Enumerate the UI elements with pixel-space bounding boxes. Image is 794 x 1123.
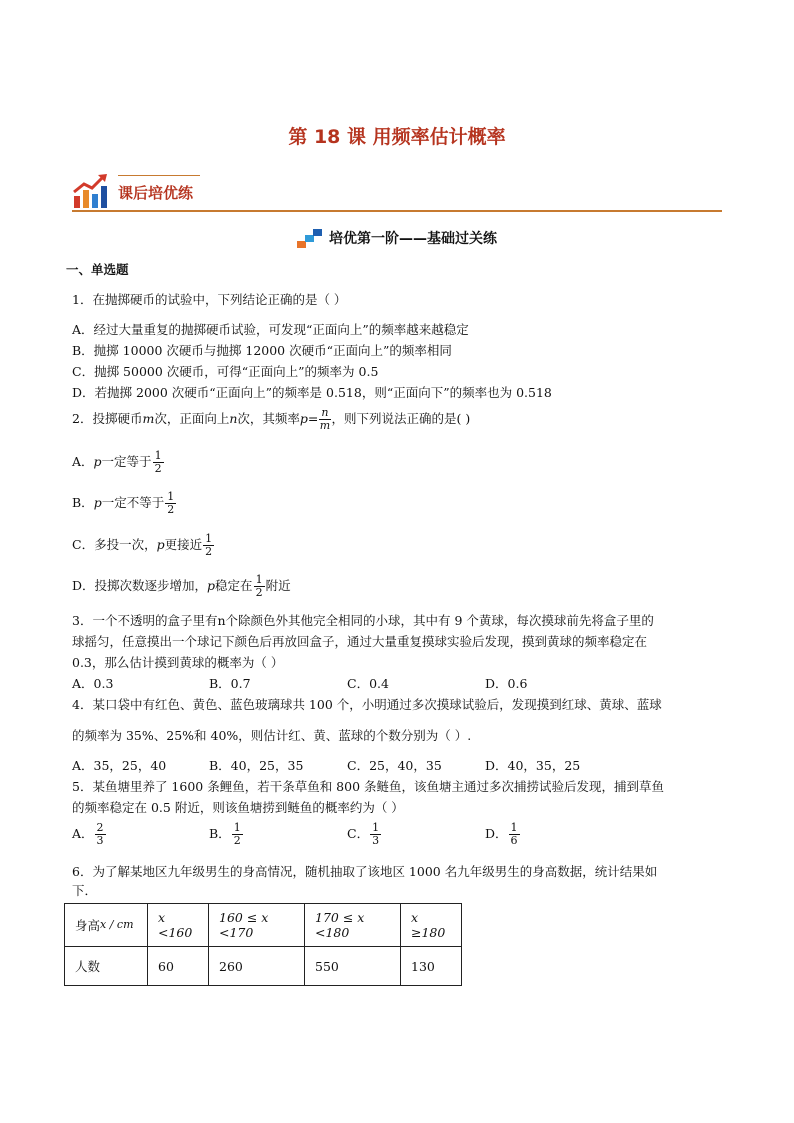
q5-option-b: B． $\frac{1}{2}$: [209, 821, 241, 847]
table-row: [65, 904, 462, 947]
q5-option-c: C． $\frac{1}{3}$: [347, 821, 380, 847]
table-cell: 260: [209, 947, 305, 986]
table-cell: 170 ≤ x <180: [305, 904, 401, 947]
table-header-cell: 身高x / cm: [65, 904, 148, 947]
q1-option-b: B．抛掷 10000 次硬币与抛掷 12000 次硬币“正面向上”的频率相同: [72, 343, 452, 358]
q2-option-c: C．多投一次，p更接近 $\frac{1}{2}$: [72, 532, 213, 558]
q3-option-b: B．0.7: [209, 676, 251, 691]
q5-line1: 5．某鱼塘里养了 1600 条鲤鱼，若干条草鱼和 800 条鲢鱼，该鱼塘主通过多次捕捞试验后发现，捕到草鱼: [72, 779, 665, 794]
q3-line1: 3．一个不透明的盒子里有n个除颜色外其他完全相同的小球，其中有 9 个黄球，每次摸球前先将盒子里的: [72, 613, 654, 628]
fraction-half: $\frac{1}{2}$: [205, 532, 213, 558]
q1-stem: 1．在抛掷硬币的试验中，下列结论正确的是（ ）: [72, 292, 347, 307]
bar-chart-growth-icon: [72, 172, 112, 212]
fraction-half: $\frac{1}{2}$: [255, 573, 263, 599]
stage-title: 培优第一阶——基础过关练: [329, 231, 497, 247]
table-cell: 160 ≤ x <170: [209, 904, 305, 947]
table-header-cell: 人数: [65, 947, 148, 986]
q3-line2: 球摇匀，任意摸出一个球记下颜色后再放回盒子，通过大量重复摸球实验后发现，摸到黄球的频率稳定在: [72, 634, 648, 649]
q1-option-d: D．若抛掷 2000 次硬币“正面向上”的频率是 0.518，则“正面向下”的频率也为 0.518: [72, 385, 552, 400]
section-divider: [72, 210, 722, 212]
q4-option-c: C．25，40，35: [347, 758, 442, 773]
page-title: 第 18 课 用频率估计概率: [288, 126, 506, 148]
q4-option-a: A．35，25，40: [72, 758, 167, 773]
section-title: 课后培优练: [118, 184, 194, 202]
table-cell: x ≥180: [401, 904, 462, 947]
fraction-n-over-m: $\frac{n}{m}$: [319, 406, 331, 432]
q3-line3: 0.3，那么估计摸到黄球的概率为（ ）: [72, 655, 284, 670]
q6-line2: 下．: [72, 883, 98, 898]
q4-option-d: D．40，35，25: [485, 758, 581, 773]
q5-line2: 的频率稳定在 0.5 附近，则该鱼塘捞到鲢鱼的概率约为（ ）: [72, 800, 404, 815]
q3-option-c: C．0.4: [347, 676, 389, 691]
q4-line2: 的频率为 35%、25%和 40%，则估计红、黄、蓝球的个数分别为（ ）.: [72, 728, 472, 743]
q1-option-a: A．经过大量重复的抛掷硬币试验，可发现“正面向上”的频率越来越稳定: [72, 322, 469, 337]
fraction-half: $\frac{1}{2}$: [167, 490, 175, 516]
q4-line1: 4．某口袋中有红色、黄色、蓝色玻璃球共 100 个，小明通过多次摸球试验后，发现摸到红球、黄球、蓝球: [72, 697, 662, 712]
section-header: [72, 170, 722, 212]
q2-option-b: B．p一定不等于 $\frac{1}{2}$: [72, 490, 175, 516]
q2-stem: 2．投掷硬币m次，正面向上n次，其频率p= $\frac{n}{m}$ ，则下列说法正确的是( ): [72, 406, 471, 432]
q3-option-a: A．0.3: [72, 676, 114, 691]
q5-option-d: D． $\frac{1}{6}$: [485, 821, 518, 847]
q6-line1: 6．为了解某地区九年级男生的身高情况，随机抽取了该地区 1000 名九年级男生的身高数据，统计结果如: [72, 864, 658, 879]
q3-option-d: D．0.6: [485, 676, 528, 691]
height-data-table: [64, 903, 462, 986]
table-cell: x <160: [148, 904, 209, 947]
q2-option-a: A．p一定等于 $\frac{1}{2}$: [72, 449, 162, 475]
stairs-icon: [297, 229, 323, 249]
q2-option-d: D．投掷次数逐步增加，p稳定在 $\frac{1}{2}$ 附近: [72, 573, 291, 599]
heading-single-choice: 一、单选题: [66, 262, 129, 277]
stage-title-row: [0, 228, 794, 249]
table-cell: 60: [148, 947, 209, 986]
section-overline: [118, 175, 200, 176]
table-cell: 130: [401, 947, 462, 986]
fraction-half: $\frac{1}{2}$: [154, 449, 162, 475]
q1-option-c: C．抛掷 50000 次硬币，可得“正面向上”的频率为 0.5: [72, 364, 379, 379]
table-cell: 550: [305, 947, 401, 986]
table-row: [65, 947, 462, 986]
q5-option-a: A． $\frac{2}{3}$: [72, 821, 104, 847]
q4-option-b: B．40，25，35: [209, 758, 304, 773]
